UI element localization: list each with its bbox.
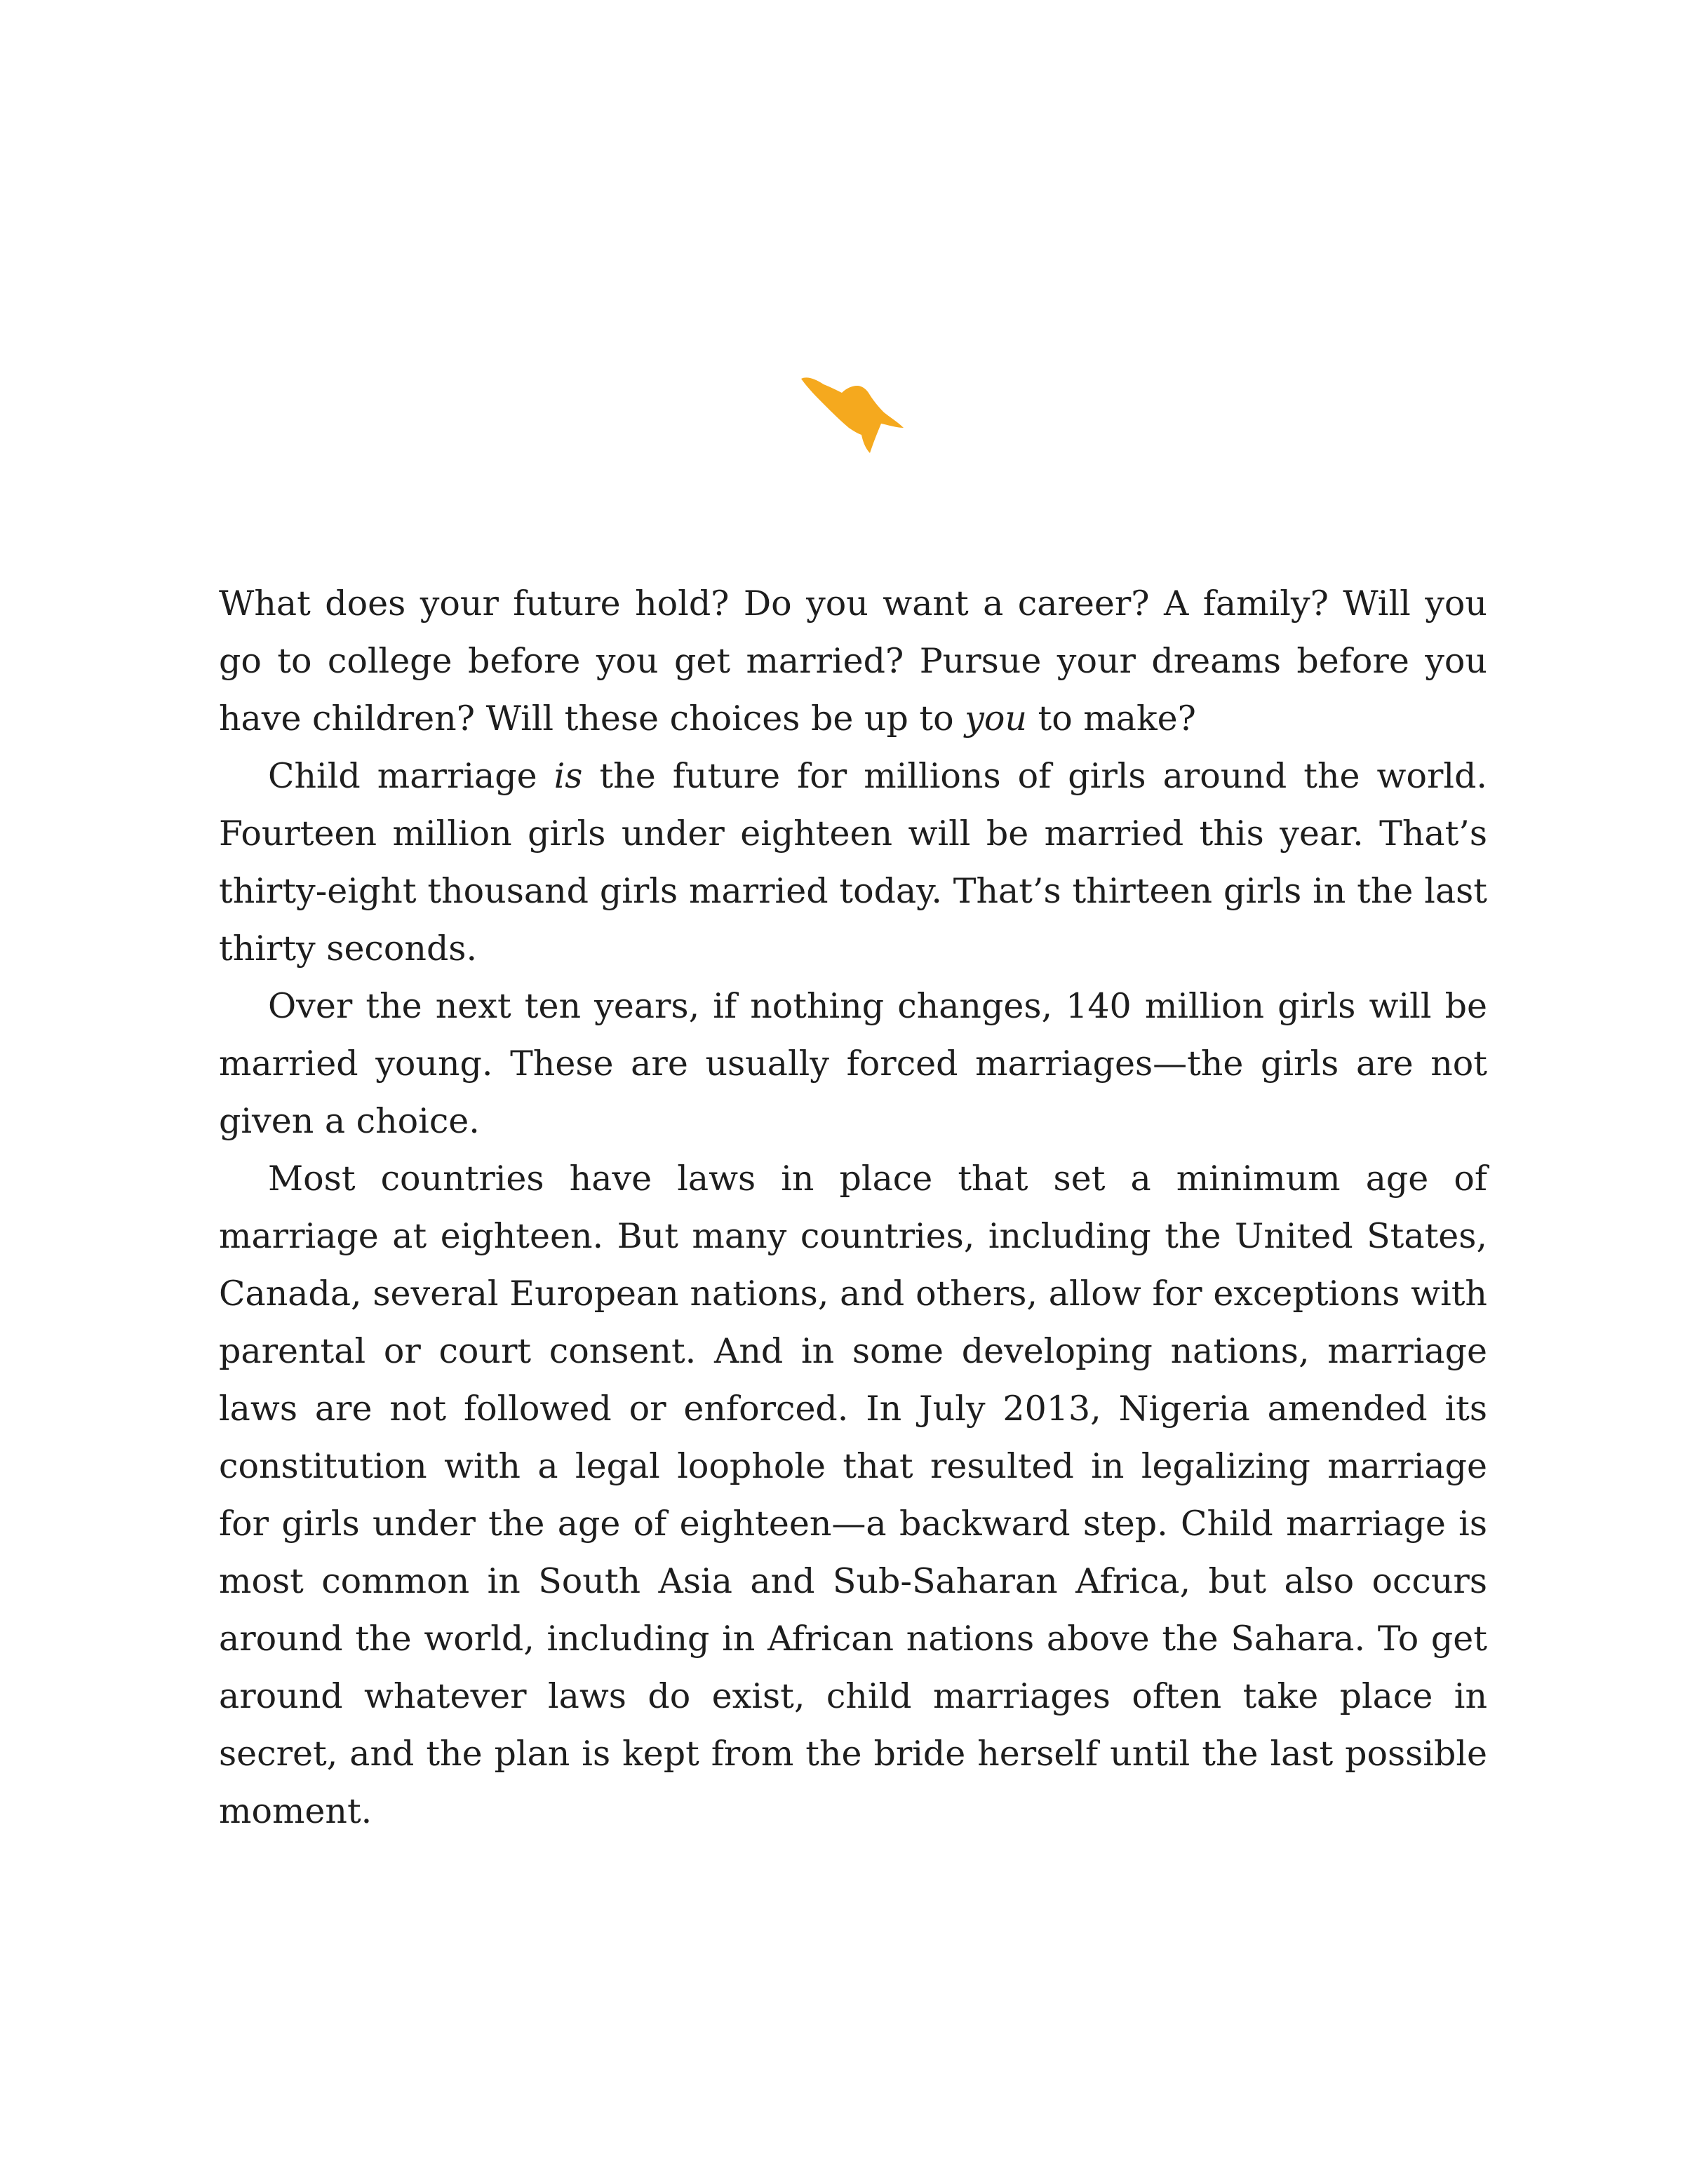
paragraph <box>219 575 1487 748</box>
text-run: to make? <box>1026 699 1196 739</box>
text-run: Over the next ten years, if nothing changes, 140 million girls will be married young. These are usually forced marriages—the girls are not given a choice. <box>219 986 1487 1141</box>
body-text <box>219 575 1487 1840</box>
emphasized-text: you <box>965 699 1027 739</box>
text-run: the future for millions of girls around the world. Fourteen million girls under eighteen will be married this year. That’s thirty-eight thousand girls married today. That’s thirteen girls in the last thirty seconds. <box>219 756 1488 969</box>
emphasized-text: is <box>554 756 583 796</box>
text-run: What does your future hold? Do you want a career? A family? Will you go to college before you get married? Pursue your dreams before you have children? Will these choices be up to <box>219 584 1487 739</box>
paragraph <box>219 748 1487 978</box>
paragraph <box>219 978 1487 1150</box>
text-run: Most countries have laws in place that set a minimum age of marriage at eighteen. But many countries, including the United States, Canada, several European nations, and others, allow for exceptions with parental or court consent. And in some developing nations, marriage laws are not followed or enforced. In July 2013, Nigeria amended its constitution with a legal loophole that resulted in legalizing marriage for girls under the age of eighteen—a backward step. Child marriage is most common in South Asia and Sub-Saharan Africa, but also occurs around the world, including in African nations above the Sahara. To get around whatever laws do exist, child marriages often take place in secret, and the plan is kept from the bride herself until the last possible moment. <box>219 1159 1487 1831</box>
text-run: Child marriage <box>268 756 554 796</box>
flying-bird-icon <box>800 372 905 456</box>
paragraph <box>219 1150 1487 1840</box>
